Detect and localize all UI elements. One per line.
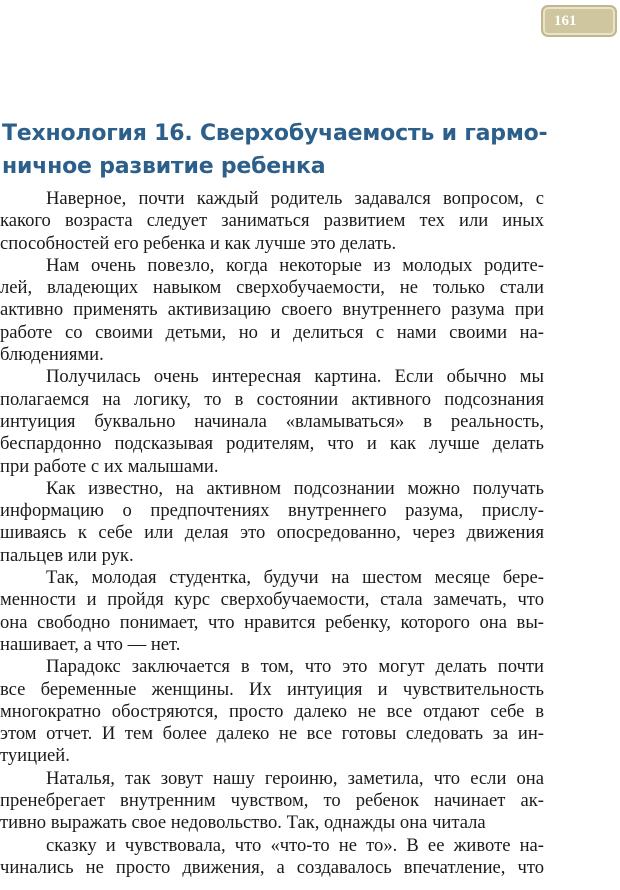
chapter-title-line: Технология 16. Сверхобучаемость и гармо-	[2, 121, 548, 146]
text-line: Нам очень повезло, когда некоторые из молодых родите-	[46, 254, 544, 276]
text-line: Наталья, так зовут нашу героиню, заметила, что если она	[46, 767, 544, 789]
text-line: нашивает, а что — нет.	[0, 633, 181, 655]
text-line: Получилась очень интересная картина. Если обычно мы	[46, 366, 544, 388]
body-text	[0, 188, 544, 879]
text-line: многократно обостряются, просто далеко не все отдают себе в	[0, 700, 544, 722]
chapter-title-line: ничное развитие ребенка	[2, 154, 326, 179]
text-line: активно применять активизацию своего внутреннего разума при	[0, 299, 544, 321]
text-line: менности и пройдя курс сверхобучаемости, стала замечать, что	[0, 589, 544, 611]
text-line: работе со своими детьми, но и делиться с нами своими на-	[0, 321, 544, 343]
text-line: сказку и чувствовала, что «что-то не то». В ее животе на-	[46, 834, 544, 856]
text-line: лей, владеющих навыком сверхобучаемости, не только стали	[0, 277, 544, 299]
text-line: Наверное, почти каждый родитель задавался вопросом, с	[46, 188, 544, 209]
text-line: чинались не просто движения, а создавалось впечатление, что	[0, 856, 544, 878]
text-line: Парадокс заключается в том, что это могут делать почти	[46, 656, 544, 678]
page-number-badge: 161	[541, 5, 617, 37]
text-line: Так, молодая студентка, будучи на шестом месяце бере-	[46, 567, 544, 589]
text-line: полагаемся на логику, то в состоянии активного подсознания	[0, 388, 544, 410]
text-line: пальцев или рук.	[0, 544, 134, 566]
text-line: какого возраста следует заниматься развитием тех или иных	[0, 210, 544, 232]
text-line: тивно выражать свое недовольство. Так, однажды она читала	[0, 812, 486, 834]
text-line: при работе с их малышами.	[0, 455, 219, 477]
text-line: способностей его ребенка и как лучше это делать.	[0, 232, 397, 254]
text-line: Как известно, на активном подсознании можно получать	[46, 477, 544, 499]
text-line: она свободно понимает, что нравится ребенку, которого она вы-	[0, 611, 544, 633]
chapter-title	[2, 117, 548, 183]
text-line: все беременные женщины. Их интуиция и чувствительность	[0, 678, 544, 700]
text-line: информацию о предпочтениях внутреннего разума, прислу-	[0, 500, 544, 522]
text-line: шиваясь к себе или делая это опосредованно, через движения	[0, 522, 544, 544]
text-line: туицией.	[0, 745, 70, 767]
text-line: блюдениями.	[0, 344, 104, 366]
text-line: беспардонно подсказывая родителям, что и как лучше делать	[0, 433, 544, 455]
text-line: интуиция буквально начинала «вламываться» в реальность,	[0, 410, 544, 432]
text-line: пренебрегает внутренним чувством, то ребенок начинает ак-	[0, 790, 544, 812]
text-line: этом отчет. И тем более далеко не все готовы следовать за ин-	[0, 723, 544, 745]
